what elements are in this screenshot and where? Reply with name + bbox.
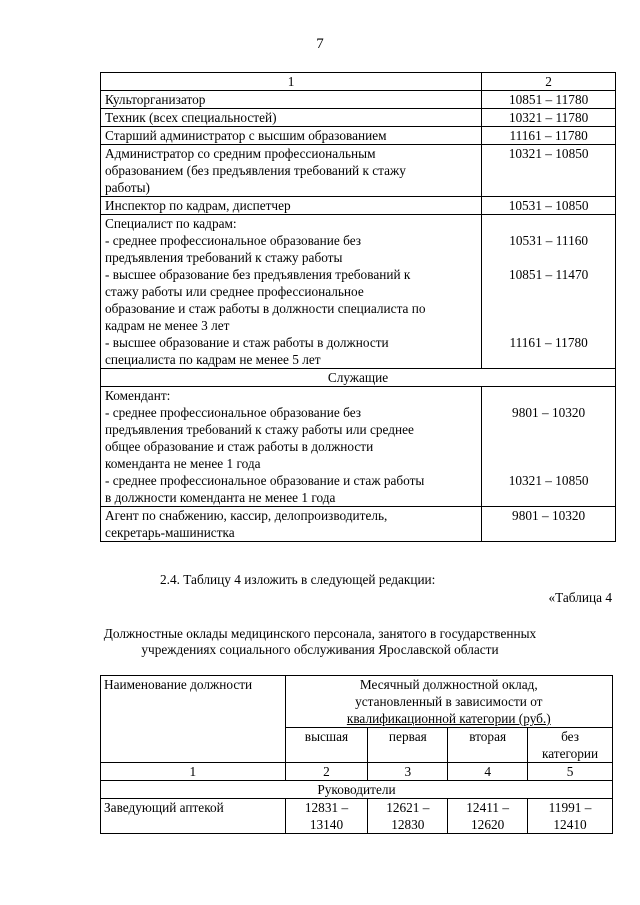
- position-name: Культорганизатор: [101, 91, 482, 109]
- position-name: Заведующий аптекой: [101, 799, 286, 834]
- column-number: 3: [368, 763, 448, 781]
- salary-range: 10321 – 11780: [482, 109, 616, 127]
- condition-line: специалиста по кадрам не менее 5 лет: [105, 352, 321, 367]
- condition-line: - высшее образование без предъявления требований к: [105, 267, 411, 282]
- table-row: [101, 127, 616, 145]
- salary-line: 12411 –: [466, 800, 510, 815]
- salary-range: 9801 – 10320: [512, 405, 586, 420]
- salary-range: 11161 – 11780: [482, 127, 616, 145]
- salary-range: 10851 – 11780: [482, 91, 616, 109]
- condition-line: стажу работы или среднее профессиональное: [105, 284, 364, 299]
- column-header-group: [285, 676, 612, 728]
- table-title: [0, 626, 640, 658]
- header-line: установленный в зависимости от: [355, 694, 543, 709]
- salary-range-group: [482, 215, 616, 369]
- category-line: без: [561, 729, 579, 744]
- salary-line: 12620: [471, 817, 505, 832]
- condition-line: - среднее профессиональное образование и стаж работы: [105, 473, 425, 488]
- salary-range: 9801 – 10320: [482, 507, 616, 542]
- condition-line: - среднее профессиональное образование без: [105, 405, 362, 420]
- salary-range: 10531 – 11160: [509, 233, 589, 248]
- table-row: [101, 197, 616, 215]
- position-name-line: секретарь-машинистка: [105, 525, 235, 540]
- medical-salary-table: [100, 675, 613, 834]
- salary-range: [368, 799, 448, 834]
- amendment-paragraph: 2.4. Таблицу 4 изложить в следующей редакции:: [160, 572, 436, 587]
- table-row: [101, 109, 616, 127]
- salary-line: 12830: [391, 817, 425, 832]
- position-name: [101, 215, 482, 369]
- section-heading: Служащие: [101, 369, 616, 387]
- column-number: 1: [101, 763, 286, 781]
- category-header: вторая: [448, 728, 528, 763]
- condition-line: предъявления требований к стажу работы: [105, 250, 343, 265]
- salary-range: 10321 – 10850: [482, 145, 616, 197]
- category-header: [528, 728, 613, 763]
- position-name-line: образованием (без предъявления требований к стажу: [105, 163, 406, 178]
- category-header: первая: [368, 728, 448, 763]
- salary-range: 10851 – 11470: [508, 267, 589, 282]
- position-name-line: Администратор со средним профессиональным: [105, 146, 376, 161]
- salary-range: 11161 – 11780: [509, 335, 588, 350]
- table-row: [101, 507, 616, 542]
- condition-line: общее образование и стаж работы в должности: [105, 439, 374, 454]
- table-row-commandant: [101, 387, 616, 507]
- position-name: Техник (всех специальностей): [101, 109, 482, 127]
- column-number-1: 1: [101, 73, 482, 91]
- column-number: 4: [448, 763, 528, 781]
- table-title-line: Должностные оклады медицинского персонала, занятого в государственных: [103, 626, 537, 641]
- category-header: высшая: [285, 728, 368, 763]
- position-name: [101, 507, 482, 542]
- condition-line: коменданта не менее 1 года: [105, 456, 261, 471]
- page-number: 7: [316, 36, 324, 52]
- table-header-row: [101, 73, 616, 91]
- table-label: «Таблица 4: [548, 590, 612, 605]
- salary-range-group: [482, 387, 616, 507]
- header-row: [101, 676, 613, 728]
- salary-line: 11991 –: [548, 800, 592, 815]
- position-title: Комендант:: [105, 388, 171, 403]
- salary-line: 12831 –: [304, 800, 349, 815]
- position-name: [101, 145, 482, 197]
- salary-range: 10531 – 10850: [482, 197, 616, 215]
- table-row: [101, 91, 616, 109]
- salary-line: 12410: [553, 817, 587, 832]
- salary-range: [528, 799, 613, 834]
- header-line: квалификационной категории (руб.): [346, 711, 551, 726]
- position-name-line: Агент по снабжению, кассир, делопроизводитель,: [105, 508, 388, 523]
- position-name-line: работы): [105, 180, 150, 195]
- column-number-2: 2: [482, 73, 616, 91]
- position-name: Инспектор по кадрам, диспетчер: [101, 197, 482, 215]
- condition-line: в должности коменданта не менее 1 года: [105, 490, 336, 505]
- salary-range: 10321 – 10850: [508, 473, 589, 488]
- table-row: [101, 145, 616, 197]
- salary-range: [285, 799, 368, 834]
- header-line: Месячный должностной оклад,: [359, 677, 538, 692]
- category-line: категории: [541, 746, 599, 761]
- column-number: 2: [285, 763, 368, 781]
- table-title-line: учреждениях социального обслуживания Ярославской области: [141, 642, 499, 657]
- position-title: Специалист по кадрам:: [105, 216, 237, 231]
- table-row-specialist: [101, 215, 616, 369]
- condition-line: образование и стаж работы в должности специалиста по: [105, 301, 426, 316]
- section-row: [101, 369, 616, 387]
- section-heading: Руководители: [101, 781, 613, 799]
- condition-line: - высшее образование и стаж работы в должности: [105, 335, 389, 350]
- salary-line: 13140: [309, 817, 344, 832]
- salary-table-continued: [100, 72, 616, 542]
- condition-line: кадрам не менее 3 лет: [105, 318, 230, 333]
- table-row: [101, 799, 613, 834]
- number-row: [101, 763, 613, 781]
- column-number: 5: [528, 763, 613, 781]
- salary-range: [448, 799, 528, 834]
- condition-line: - среднее профессиональное образование без: [105, 233, 362, 248]
- section-row: [101, 781, 613, 799]
- condition-line: предъявления требований к стажу работы или среднее: [105, 422, 414, 437]
- column-header-name: Наименование должности: [101, 676, 286, 763]
- position-name: Старший администратор с высшим образованием: [101, 127, 482, 145]
- salary-line: 12621 –: [386, 800, 430, 815]
- position-name: [101, 387, 482, 507]
